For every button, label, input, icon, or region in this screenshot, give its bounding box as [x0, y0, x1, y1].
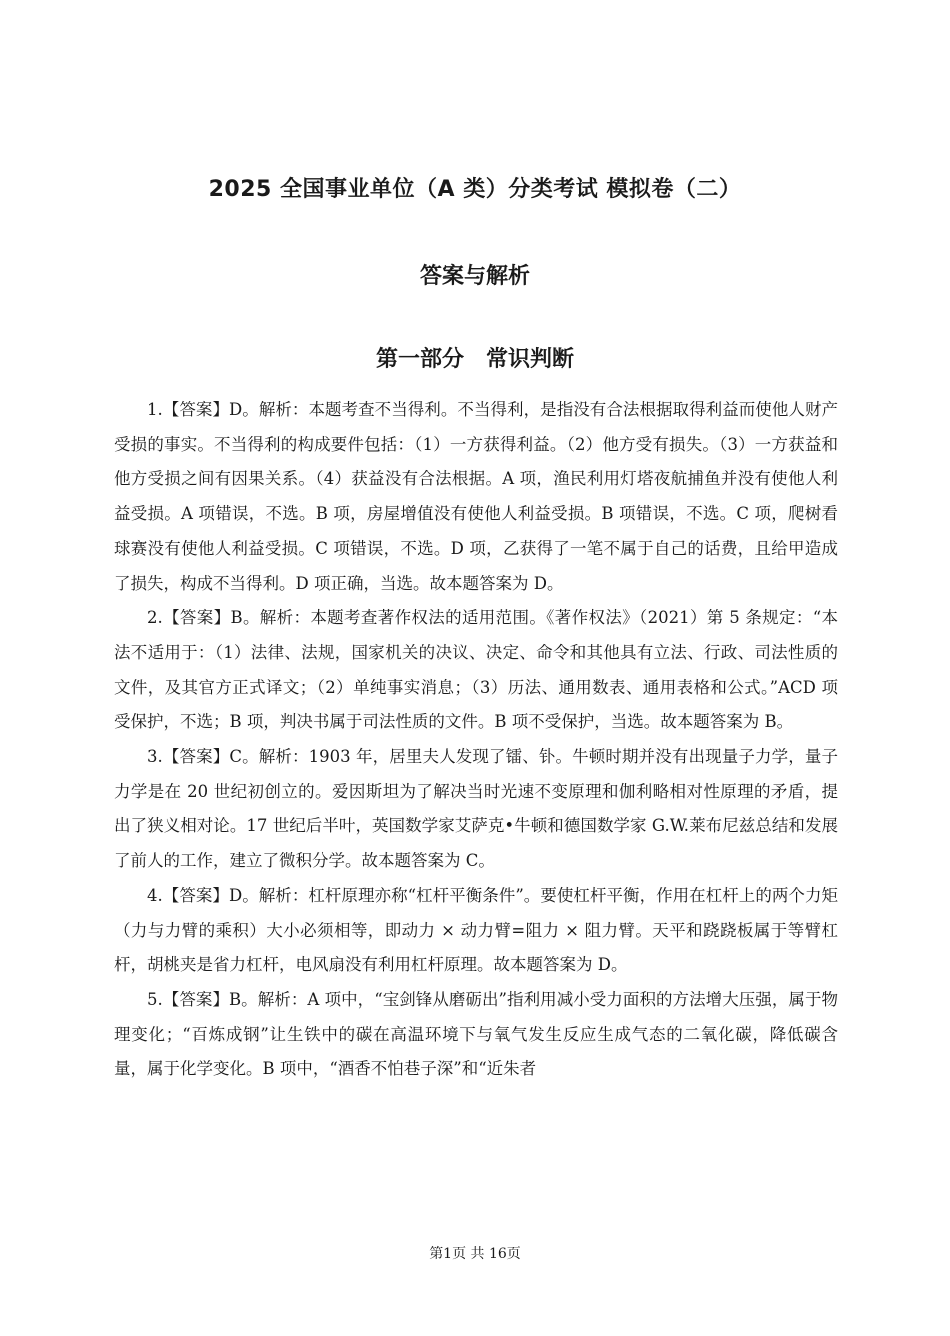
document-title: 2025 全国事业单位（A 类）分类考试 模拟卷（二） — [208, 177, 742, 202]
section-heading: 第一部分 常识判断 — [375, 347, 574, 372]
answer-paragraph-4: 4.【答案】D。解析：杠杆原理亦称“杠杆平衡条件”。要使杠杆平衡，作用在杠杆上的两个力矩（力与力臂的乘积）大小必须相等，即动力 × 动力臂=阻力 × 阻力臂。天平和跷跷板属于等臂杠杆，胡桃夹是省力杠杆，电风扇没有利用杠杆原理。故本题答案为 D。 — [114, 885, 838, 975]
answer-paragraph-1: 1.【答案】D。解析：本题考查不当得利。不当得利，是指没有合法根据取得利益而使他人财产受损的事实。不当得利的构成要件包括：（1）一方获得利益。（2）他方受有损失。（3）一方获益和他方受损之间有因果关系。（4）获益没有合法根据。A 项，渔民利用灯塔夜航捕鱼并没有使他人利益受损。A 项错误，不选。B 项，房屋增值没有使他人利益受损。B 项错误，不选。C 项，爬树看球赛没有使他人利益受损。C 项错误，不选。D 项，乙获得了一笔不属于自己的话费，且给甲造成了损失，构成不当得利。D 项正确，当选。故本题答案为 D。 — [114, 400, 838, 593]
answer-paragraph-3: 3.【答案】C。解析：1903 年，居里夫人发现了镭、钋。牛顿时期并没有出现量子力学，量子力学是在 20 世纪初创立的。爱因斯坦为了解决当时光速不变原理和伽利略相对性原理的矛盾，提出了狭义相对论。17 世纪后半叶，英国数学家艾萨克•牛顿和德国数学家 G.W.莱布尼兹总结和发展了前人的工作，建立了微积分学。故本题答案为 C。 — [114, 747, 838, 871]
page-footer: 第1页 共 16页 — [429, 1246, 521, 1262]
answer-paragraph-5: 5.【答案】B。解析：A 项中，“宝剑锋从磨砺出”指利用减小受力面积的方法增大压强，属于物理变化；“百炼成钢”让生铁中的碳在高温环境下与氧气发生反应生成气态的二氧化碳，降低碳含量，属于化学变化。B 项中，“酒香不怕巷子深”和“近朱者 — [114, 989, 838, 1079]
answer-paragraph-2: 2.【答案】B。解析：本题考查著作权法的适用范围。《著作权法》（2021）第 5 条规定：“本法不适用于：（1）法律、法规，国家机关的决议、决定、命令和其他具有立法、行政、司法性质的文件，及其官方正式译文；（2）单纯事实消息；（3）历法、通用数表、通用表格和公式。”ACD 项受保护，不选；B 项，判决书属于司法性质的文件。B 项不受保护，当选。故本题答案为 B。 — [114, 608, 838, 732]
answer-list — [114, 393, 838, 1087]
document-subtitle: 答案与解析 — [419, 264, 530, 289]
